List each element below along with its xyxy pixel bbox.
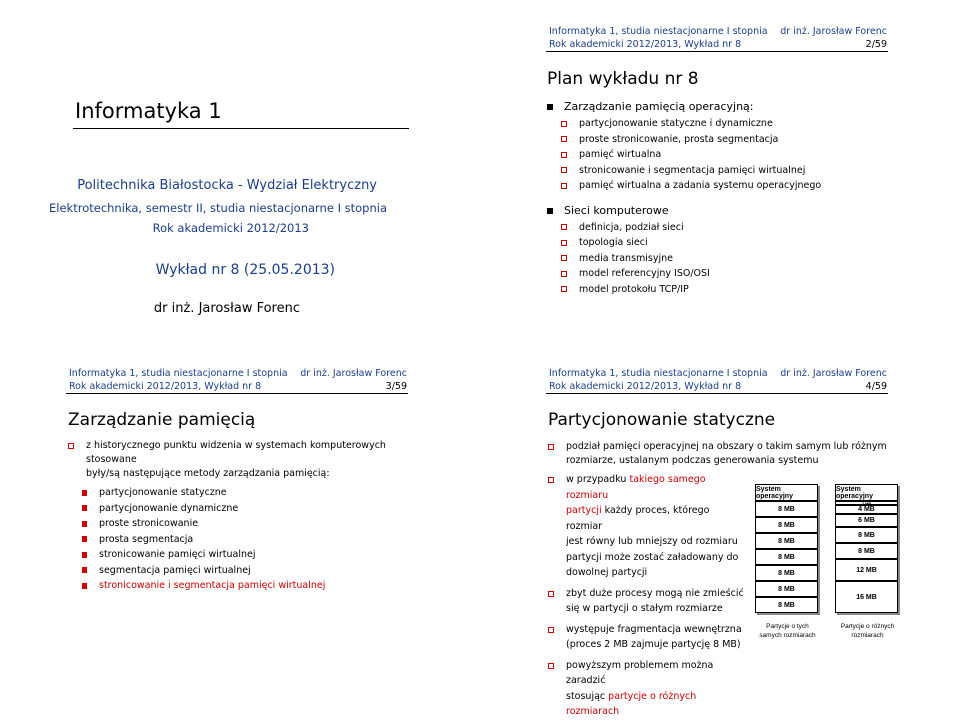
bullet-icon (82, 567, 87, 573)
list-item: model referencyjny ISO/OSI (547, 266, 887, 282)
list-item: prosta segmentacja (68, 532, 413, 548)
bullet-icon (561, 136, 567, 142)
section-label: Zarządzanie pamięcią operacyjną: (564, 100, 754, 113)
academic-year: Rok akademicki 2012/2013 (152, 221, 309, 235)
caption-equal: Partycje o tych samych rozmiarach (759, 623, 816, 639)
bullet-icon (547, 208, 553, 214)
header-divider (546, 393, 888, 394)
list-item: segmentacja pamięci wirtualnej (68, 563, 413, 579)
list-item: proste stronicowanie (68, 516, 413, 532)
university-name: Politechnika Białostocka - Wydział Elektryczny (77, 178, 377, 193)
page-number: 2/59 (865, 39, 887, 50)
bullet-icon (68, 443, 74, 449)
program-name: Elektrotechnika, semestr II, studia niestacjonarne I stopnia (49, 201, 387, 215)
paragraph-4: występuje fragmentacja wewnętrzna (proces 2 MB zajmuje partycję 8 MB) (548, 622, 748, 653)
bullet-icon (561, 121, 567, 127)
list-item: topologia sieci (547, 235, 887, 251)
lecture-date: Wykład nr 8 (25.05.2013) (155, 262, 335, 278)
section-memory (547, 98, 887, 116)
paragraph-3: zbyt duże procesy mogą nie zmieścić się w partycji o stałym rozmiarze (548, 586, 748, 617)
partition-block: 4 MB (835, 505, 898, 514)
paragraph-2: w przypadku takiego samego rozmiaru partycji każdy proces, którego rozmiar jest równy lub mniejszy od rozmiaru partycji może zostać załadowany do dowolnej partycji (548, 472, 748, 581)
author-name: dr inż. Jarosław Forenc (153, 301, 300, 316)
partition-block: 8 MB (755, 533, 818, 549)
intro-paragraph: z historycznego punktu widzenia w systemach komputerowych stosowane były/są następujące metody zarządzania pamięcią: (68, 439, 413, 481)
list-item: partycjonowanie statyczne (68, 485, 413, 501)
header-divider (546, 51, 888, 52)
partition-block: 8 MB (835, 527, 898, 543)
header-course: Informatyka 1, studia niestacjonarne I stopnia (549, 26, 768, 37)
bullet-icon (561, 152, 567, 158)
plan-list (547, 96, 887, 297)
bullet-icon (548, 663, 554, 669)
header-right (300, 367, 407, 393)
list-item: pamięć wirtualna (547, 147, 887, 163)
bullet-icon (561, 271, 567, 277)
partition-block: 8 MB (755, 549, 818, 565)
bullet-icon (82, 490, 87, 496)
paragraph-5: powyższym problemem można zaradzić stosując partycje o różnych rozmiarach (548, 658, 748, 720)
partition-block: 8 MB (755, 565, 818, 581)
caption-varied: Partycje o różnych rozmiarach (840, 623, 895, 639)
list-item: stronicowanie i segmentacja pamięci wirtualnej (68, 578, 413, 594)
header-course: Informatyka 1, studia niestacjonarne I stopnia (549, 368, 768, 379)
header-year: Rok akademicki 2012/2013, Wykład nr 8 (549, 39, 742, 50)
bullet-icon (548, 591, 554, 597)
os-block: System operacyjny (755, 484, 818, 501)
bullet-icon (548, 627, 554, 633)
bullet-icon (548, 444, 554, 450)
list-item: partycjonowanie dynamiczne (68, 501, 413, 517)
bullet-icon (82, 583, 87, 589)
page-number: 3/59 (385, 381, 407, 392)
header-right (780, 25, 887, 51)
header-year: Rok akademicki 2012/2013, Wykład nr 8 (549, 381, 742, 392)
paragraph-1: podział pamięci operacyjnej na obszary o takim samym lub różnym rozmiarze, ustalanym podczas generowania systemu (548, 440, 893, 467)
bullet-icon (561, 286, 567, 292)
bullet-icon (561, 224, 567, 230)
partition-block: 8 MB (835, 543, 898, 559)
slide-title: Plan wykładu nr 8 (547, 69, 699, 89)
bullet-icon (561, 240, 567, 246)
bullet-icon (561, 183, 567, 189)
title-divider (73, 128, 409, 129)
list-item: proste stronicowanie, prosta segmentacja (547, 132, 887, 148)
header-right (780, 367, 887, 393)
header-author: dr inż. Jarosław Forenc (300, 368, 407, 379)
bullet-icon (82, 505, 87, 511)
list-item: definicja, podział sieci (547, 220, 887, 236)
header-course: Informatyka 1, studia niestacjonarne I stopnia (69, 368, 288, 379)
bullet-icon (82, 521, 87, 527)
list-item: partycjonowanie statyczne i dynamiczne (547, 116, 887, 132)
header-left (69, 367, 288, 393)
header-author: dr inż. Jarosław Forenc (780, 26, 887, 37)
header-author: dr inż. Jarosław Forenc (780, 368, 887, 379)
slide-title: Zarządzanie pamięcią (68, 410, 256, 430)
list-item: model protokołu TCP/IP (547, 282, 887, 298)
header-year: Rok akademicki 2012/2013, Wykład nr 8 (69, 381, 262, 392)
bullet-icon (82, 552, 87, 558)
partition-block: 6 MB (835, 514, 898, 527)
section-label: Sieci komputerowe (564, 203, 669, 217)
os-block: System operacyjny (835, 484, 898, 501)
partition-block: 12 MB (835, 559, 898, 581)
methods-list (68, 439, 413, 594)
slide-4-static-partitioning (480, 342, 960, 717)
bullet-icon (82, 536, 87, 542)
page-number: 4/59 (865, 381, 887, 392)
slide-2-plan (480, 0, 960, 342)
header-left (549, 25, 768, 51)
list-item: stronicowanie i segmentacja pamięci wirtualnej (547, 163, 887, 179)
partition-block: 16 MB (835, 581, 898, 613)
bullet-icon (548, 477, 554, 483)
partition-block: 8 MB (755, 581, 818, 597)
list-item: pamięć wirtualna a zadania systemu operacyjnego (547, 178, 887, 194)
paragraphs-left (548, 472, 748, 720)
list-item: stronicowanie pamięci wirtualnej (68, 547, 413, 563)
slide-1-title (0, 0, 480, 342)
bullet-icon (561, 255, 567, 261)
section-networks (547, 202, 887, 220)
slide-title: Partycjonowanie statyczne (548, 410, 776, 430)
partition-block: 8 MB (755, 501, 818, 517)
slide-3-memory-management (0, 342, 480, 684)
header-divider (66, 393, 408, 394)
bullet-icon (547, 104, 553, 110)
partition-block: 2 MB (835, 501, 898, 505)
partition-block: 8 MB (755, 517, 818, 533)
bullet-icon (561, 167, 567, 173)
slide-title: Informatyka 1 (75, 99, 222, 123)
header-left (549, 367, 768, 393)
list-item: media transmisyjne (547, 251, 887, 267)
partition-block: 8 MB (755, 597, 818, 613)
